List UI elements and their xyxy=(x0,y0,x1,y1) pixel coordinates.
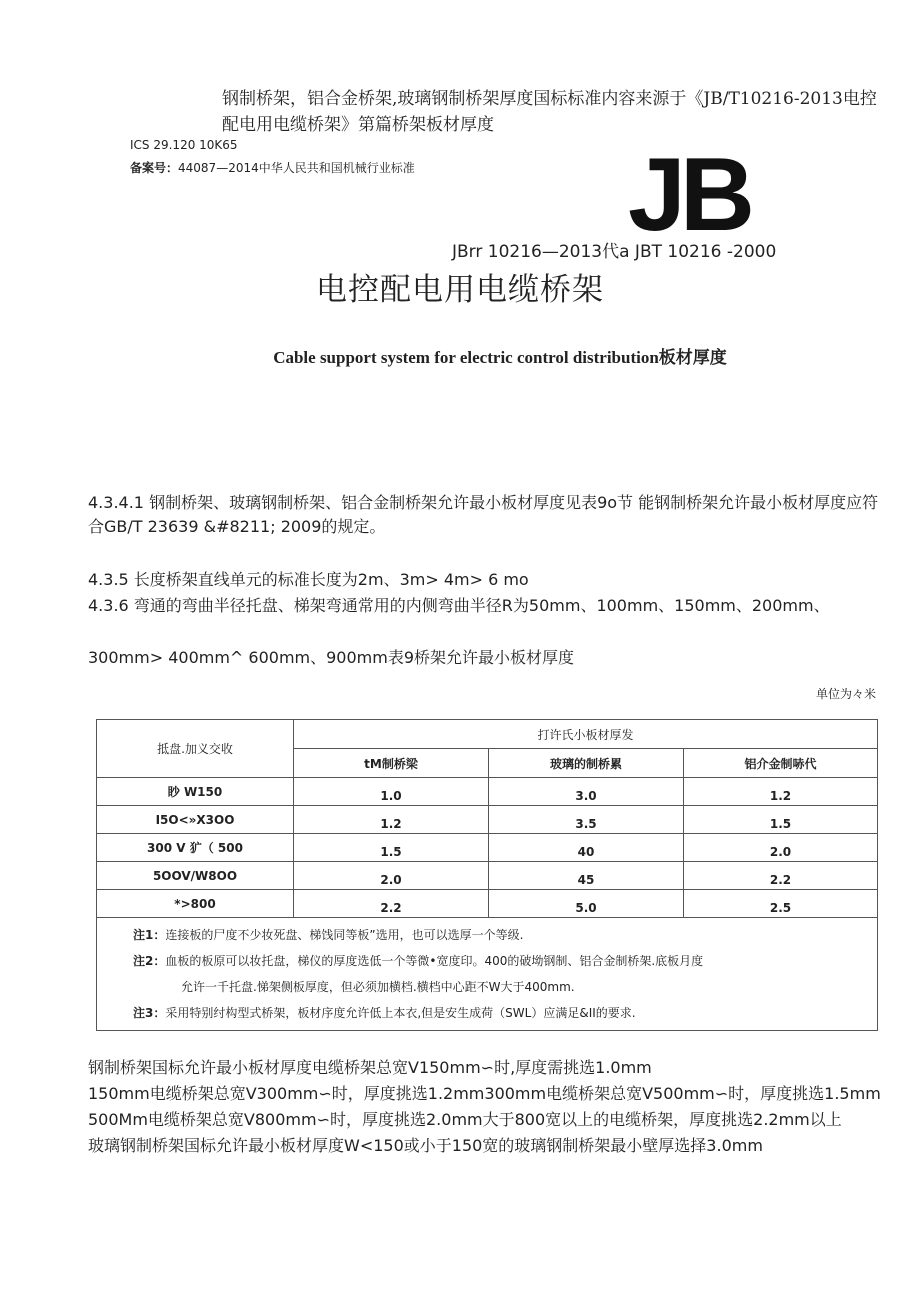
row-header-cell: 抵盘.加义交收 xyxy=(97,720,294,778)
note-1 xyxy=(133,922,877,948)
group-header: 打许氏小板材厚发 xyxy=(294,720,878,749)
note-text: 采用特别纣构型式桥架，板材序度允许低上本衣,但是安生成荷（SWL）应满足&II的要求. xyxy=(165,1006,636,1020)
row-label: I5O<»X3OO xyxy=(97,806,294,834)
table-cell: 5.0 xyxy=(489,890,684,918)
row-label: 5OOV/W8OO xyxy=(97,862,294,890)
page-title: 电控配电用电缆桥架 xyxy=(316,272,604,308)
table-cell: 40 xyxy=(489,834,684,862)
table-row xyxy=(97,862,878,890)
note-text: 连接板的尸度不少妆死盘、梯饯同等板”选用，也可以选厚一个等级. xyxy=(165,928,524,942)
row-label: 眇 W150 xyxy=(97,778,294,806)
table-cell: 2.5 xyxy=(684,890,878,918)
unit-label: 单位为々米 xyxy=(815,687,876,701)
note-text: 血板的板原可以妆托盘，梯仪的厚度选低一个等微•宽度印。400的破坳钢制、铝合金制桥架.底板月度 xyxy=(165,954,704,968)
table-cell: 2.2 xyxy=(684,862,878,890)
intro-text: 钢制桥架，铝合金桥架,玻璃钢制桥架厚度国标标准内容来源于《JB/T10216-2013电控配电用电缆桥架》第篇桥架板材厚度 xyxy=(222,89,877,135)
table-cell: 2.0 xyxy=(684,834,878,862)
row-label: *>800 xyxy=(97,890,294,918)
jb-logo xyxy=(626,146,781,238)
paragraph-4-3-4-1: 4.3.4.1 钢制桥架、玻璃钢制桥架、铝合金制桥架允许最小板材厚度见表9o节 能钢制桥架允许最小板材厚度应符合GB/T 23639 &#8211; 2009的规定。 xyxy=(88,493,879,536)
thickness-table xyxy=(96,719,878,1031)
table-cell: 1.2 xyxy=(294,806,489,834)
summary-line: 150mm电缆桥架总宽V300mm∽时，厚度挑选1.2mm300mm电缆桥架总宽V500mm∽时，厚度挑选1.5mm xyxy=(88,1084,881,1103)
summary-line: 500Mm电缆桥架总宽V800mm∽时，厚度挑选2.0mm大于800宽以上的电缆桥架，厚度挑选2.2mm以上 xyxy=(88,1110,842,1129)
note-3 xyxy=(133,1000,877,1026)
page-subtitle: Cable support system for electric control distribution板材厚度 xyxy=(273,348,727,367)
record-number xyxy=(130,160,415,176)
table-cell: 45 xyxy=(489,862,684,890)
column-header: 铝介金制哧代 xyxy=(684,749,878,778)
table-row xyxy=(97,890,878,918)
standard-number: JBrr 10216—2013代a JBT 10216 -2000 xyxy=(452,242,777,262)
note-2 xyxy=(133,948,877,974)
note-label: 注1： xyxy=(133,928,166,942)
jb-logo-text: JB xyxy=(628,146,749,238)
note-label: 注3： xyxy=(133,1006,166,1020)
record-text: 44087—2014中华人民共和国机械行业标准 xyxy=(178,161,415,175)
note-2-continued: 允许一千托盘.悌架侧板厚度，但必须加横档.横档中心距不W大于400mm. xyxy=(181,980,575,994)
table-cell: 2.0 xyxy=(294,862,489,890)
record-label: 备案号： xyxy=(130,161,179,175)
summary-line: 玻璃钢制桥架国标允许最小板材厚度W<150或小于150宽的玻璃钢制桥架最小壁厚选择3.0mm xyxy=(88,1136,763,1155)
summary-text xyxy=(88,1055,888,1159)
table-cell: 1.0 xyxy=(294,778,489,806)
table-cell: 1.5 xyxy=(684,806,878,834)
table-caption: 300mm> 400mm^ 600mm、900mm表9桥架允许最小板材厚度 xyxy=(88,648,575,667)
paragraph-4-3-6: 4.3.6 弯通的弯曲半径托盘、梯架弯通常用的内侧弯曲半径R为50mm、100mm、150mm、200mm、 xyxy=(88,596,830,615)
table-row xyxy=(97,778,878,806)
table-row xyxy=(97,806,878,834)
table-cell: 3.5 xyxy=(489,806,684,834)
row-label: 300 V 犷（ 500 xyxy=(97,834,294,862)
ics-code: ICS 29.120 10K65 xyxy=(130,138,238,152)
table-cell: 1.5 xyxy=(294,834,489,862)
summary-line: 钢制桥架国标允许最小板材厚度电缆桥架总宽V150mm∽时,厚度需挑选1.0mm xyxy=(88,1058,652,1077)
column-header: 玻璃的制桥累 xyxy=(489,749,684,778)
table-cell: 2.2 xyxy=(294,890,489,918)
paragraph-4-3-5: 4.3.5 长度桥架直线单元的标准长度为2m、3m> 4m> 6 mo xyxy=(88,570,529,589)
table-notes xyxy=(97,918,878,1031)
table-cell: 1.2 xyxy=(684,778,878,806)
note-label: 注2： xyxy=(133,954,166,968)
column-header: tM制桥梁 xyxy=(294,749,489,778)
table-cell: 3.0 xyxy=(489,778,684,806)
table-row xyxy=(97,834,878,862)
